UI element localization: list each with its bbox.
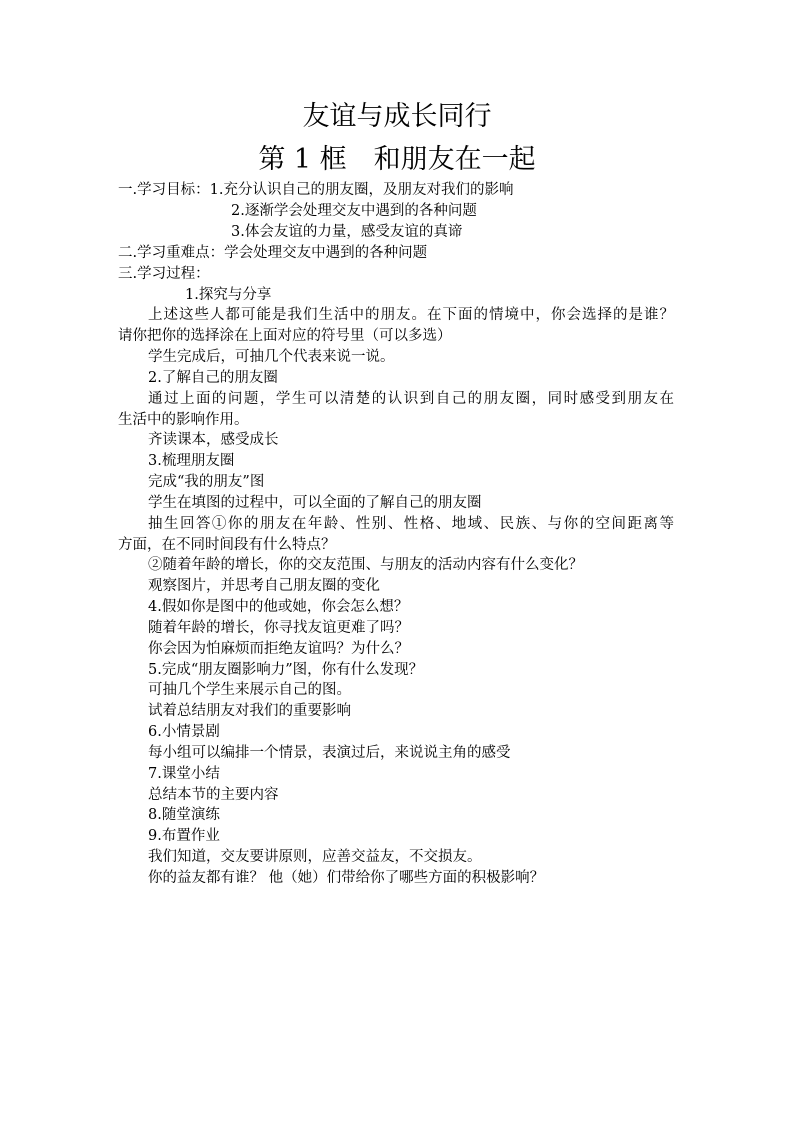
objective-3-line: 3.体会友谊的力量，感受友谊的真谛 [231,224,463,240]
objectives-line: 一.学习目标：1.充分认识自己的朋友圈，及朋友对我们的影响 [118,182,514,198]
step-5-heading: 5.完成“朋友圈影响力”图，你有什么发现？ [148,662,424,678]
paragraph-line: ②随着年龄的增长，你的交友范围、与朋友的活动内容有什么变化？ [148,557,583,573]
paragraph-line: 观察图片，并思考自己朋友圈的变化 [148,578,380,594]
key-points-line: 二.学习重难点：学会处理交友中遇到的各种问题 [118,245,428,261]
process-heading: 三.学习过程： [118,266,210,282]
paragraph-line: 你会因为怕麻烦而拒绝友谊吗？为什么？ [148,641,409,657]
lesson-subtitle: 第 1 框 和朋友在一起 [258,144,536,175]
paragraph-line: 总结本节的主要内容 [148,787,279,803]
paragraph-line: 可抽几个学生来展示自己的图。 [148,682,351,698]
step-2-heading: 2.了解自己的朋友圈 [148,370,278,386]
paragraph-line: 完成“我的朋友”图 [148,474,265,490]
paragraph-line: 通过上面的问题，学生可以清楚的认识到自己的朋友圈，同时感受到朋友在 [148,391,674,407]
paragraph-line: 方面，在不同时间段有什么特点？ [118,537,336,553]
paragraph-line: 你的益友都有谁？ 他（她）们带给你了哪些方面的积极影响？ [148,870,545,886]
step-1-heading: 1.探究与分享 [185,287,272,303]
document-title: 友谊与成长同行 [302,101,492,132]
step-9-heading: 9.布置作业 [148,828,220,844]
paragraph-line: 学生完成后，可抽几个代表来说一说。 [148,349,395,365]
paragraph-line: 齐读课本，感受成长 [148,432,279,448]
step-3-heading: 3.梳理朋友圈 [148,453,235,469]
paragraph-line: 学生在填图的过程中，可以全面的了解自己的朋友圈 [148,495,482,511]
paragraph-line: 随着年龄的增长，你寻找友谊更难了吗？ [148,620,409,636]
paragraph-line: 请你把你的选择涂在上面对应的符号里（可以多选） [118,328,452,344]
step-4-heading: 4.假如你是图中的他或她，你会怎么想？ [148,599,409,615]
paragraph-line: 试着总结朋友对我们的重要影响 [148,703,351,719]
step-6-heading: 6.小情景剧 [148,724,220,740]
paragraph-line: 我们知道，交友要讲原则，应善交益友，不交损友。 [148,849,482,865]
objective-2-line: 2.逐渐学会处理交友中遇到的各种问题 [231,203,477,219]
paragraph-line: 每小组可以编排一个情景，表演过后，来说说主角的感受 [148,745,511,761]
step-8-heading: 8.随堂演练 [148,807,220,823]
paragraph-line: 上述这些人都可能是我们生活中的朋友。在下面的情境中，你会选择的是谁？ [148,307,674,323]
step-7-heading: 7.课堂小结 [148,766,220,782]
paragraph-line: 生活中的影响作用。 [118,412,249,428]
paragraph-line: 抽生回答①你的朋友在年龄、性别、性格、地域、民族、与你的空间距离等 [148,516,674,532]
